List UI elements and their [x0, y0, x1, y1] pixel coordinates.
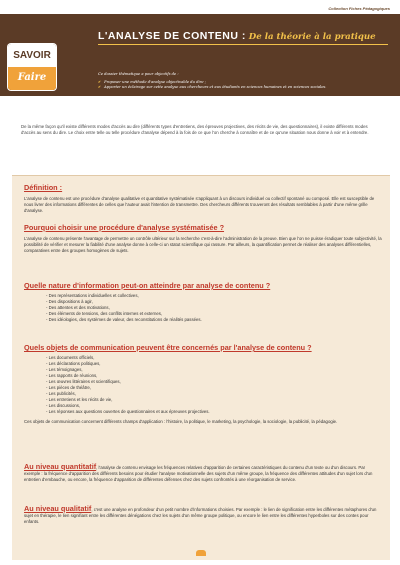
pourquoi-heading: Pourquoi choisir une procédure d'analyse systématisée ?: [24, 223, 225, 232]
collection-label: Collection Fiches Pédagogiques: [328, 6, 390, 11]
list-item: - Les œuvres littéraires et scientifiques,: [46, 379, 121, 384]
qualitatif-heading: Au niveau qualitatif: [24, 504, 92, 513]
objets-text: Ces objets de communication concernent différents champs d'application : l'histoire, la politique, le marketing, la psychologie, la sociologie, la publicité, la pédagogie.: [24, 419, 338, 424]
objective-text: Apporter un éclairage sur cette analyse aux chercheurs et aux étudiants en sciences humaines et en sciences sociales.: [104, 85, 327, 89]
objectives-block: [98, 72, 394, 91]
list-item: - Les documents officiels,: [46, 355, 95, 360]
section-quantitatif: [24, 464, 382, 483]
list-item: - Des dispositions à agir,: [46, 299, 93, 304]
list-item: - Les déclarations politiques,: [46, 361, 101, 366]
page-tab-marker: [196, 550, 206, 556]
list-item: - Les réponses aux questions ouvertes de questionnaires et aux épreuves projectives.: [46, 409, 210, 414]
list-item: - Les discussions,: [46, 403, 81, 408]
list-item: - Des idéologies, des systèmes de valeur, des reconstitutions de réalités passées.: [46, 317, 202, 322]
list-item: - Les témoignages,: [46, 367, 83, 372]
page-title: [98, 30, 376, 42]
definition-text: L'analyse de contenu est une procédure d'analyse qualitative et quantitative systématisée s'appliquant à un discours individuel ou collectif spontané ou composé. Elle est susceptible de nous livrer des informations différentes de celles que l'auteur avait l'intention de transmettre. Des chercheurs différents trouveront des résultats semblables à partir d'une même grille d'analyse.: [24, 196, 375, 213]
nature-heading: Quelle nature d'information peut-on atteindre par analyse de contenu ?: [24, 281, 271, 290]
section-nature: [24, 282, 382, 323]
objets-heading: Quels objets de communication peuvent être concernés par l'analyse de contenu ?: [24, 343, 312, 352]
objective-item: [98, 85, 394, 91]
list-item: - Les entretiens et les récits de vie,: [46, 397, 113, 402]
objectives-lead: Ce dossier thématique a pour objectifs de :: [98, 72, 179, 76]
objets-list: [46, 355, 382, 415]
quantitatif-text: , l'analyse de contenu envisage les fréquences relatives d'apparition de certaines caractéristiques du contenu d'un texte ou d'un discours. Par exemple : la fréquence d'apparition des différents besoins pour étudier l'analyse motivationnelle des sujets d'un même groupe, la fréquence des différentes attitudes d'un sujet lors d'un entretien d'embauche, ou encore, la fréquence d'apparition de différentes défenses chez des sujets confrontés à une réorganisation de service.: [24, 465, 373, 482]
list-item: - Des représentations individuelles et collectives,: [46, 293, 139, 298]
title-divider: [98, 44, 388, 45]
savoir-faire-logo: [8, 44, 56, 90]
definition-heading: Définition :: [24, 183, 63, 192]
check-icon: ✔: [98, 79, 102, 84]
lead-paragraph: De la même façon qu'il existe différents modes d'accès au dire (différents types d'entretiens, des épreuves projectives, des récits de vie, des questionnaires), il existe différents modes d'accès au sens du dire. Le choix entre telle ou telle procédure d'analyse dépend à la fois de ce que l'on cherche à connaître et de ce qu'une situation nous donne à voir et à entendre.: [21, 124, 369, 135]
logo-bottom-text: Faire: [8, 67, 56, 90]
list-item: - Les pièces de théâtre,: [46, 385, 91, 390]
header-banner: [0, 14, 400, 96]
pourquoi-text: L'analyse de contenu présente l'avantage de permettre un contrôle ultérieur sur la recherche c'est-à-dire l'administration de la preuve. Bien que l'on ne puisse éradiquer toute subjectivité, la possibilité de vérifier et mesurer la fiabilité d'une analyse donne à celle-ci un statut scientifique qui rassure. Par ailleurs, la quantification permet de réaliser des analyses différentielles, comparatives entre des groupes homogènes de sujets.: [24, 236, 382, 253]
section-objets: [24, 344, 382, 425]
title-subtitle: De la théorie à la pratique: [248, 32, 376, 42]
section-qualitatif: [24, 506, 382, 525]
title-main: L'ANALYSE DE CONTENU :: [98, 30, 246, 42]
qualitatif-text: , c'est une analyse en profondeur d'un petit nombre d'informations choisies. Par exemple : le lien de signification entre les différentes métaphores d'un sujet en thérapie, le lien signifiant entre les différentes dénégations chez les sujets d'un même groupe politique, ou encore le lien entre les différentes hyperboles sur des contes pour enfants.: [24, 507, 377, 524]
qualitatif-paragraph: [24, 506, 382, 525]
list-item: - Les publicités,: [46, 391, 76, 396]
objective-text: Proposer une méthode d'analyse objectivable du dire ;: [104, 79, 206, 84]
quantitatif-heading: Au niveau quantitatif: [24, 462, 97, 471]
nature-list: [46, 293, 382, 323]
content-panel: [12, 175, 390, 560]
list-item: - Des attentes et des motivations,: [46, 305, 110, 310]
quantitatif-paragraph: [24, 464, 382, 483]
list-item: - Des éléments de tensions, des conflits internes et externes,: [46, 311, 163, 316]
check-icon: ✔: [98, 85, 102, 89]
list-item: - Les rapports de réunions,: [46, 373, 98, 378]
section-pourquoi: [24, 224, 382, 254]
logo-top-text: SAVOIR: [8, 44, 56, 67]
section-definition: [24, 184, 382, 214]
